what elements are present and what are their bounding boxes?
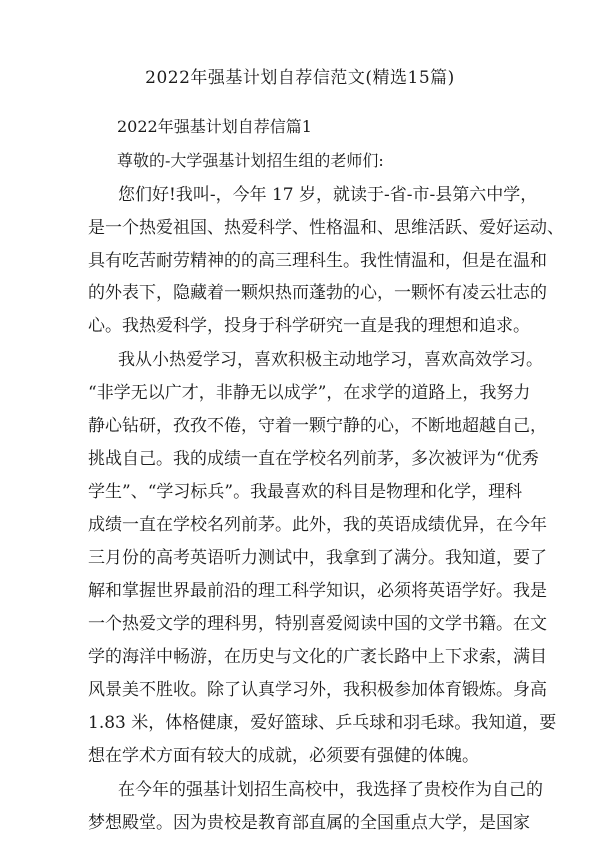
body-line: 梦想殿堂。因为贵校是教育部直属的全国重点大学，是国家 xyxy=(88,813,530,833)
body-line: 在今年的强基计划招生高校中，我选择了贵校作为自己的 xyxy=(118,780,543,800)
body-line: 三月份的高考英语听力测试中，我拿到了满分。我知道，要了 xyxy=(88,548,547,568)
body-line: 一个热爱文学的理科男，特别喜爱阅读中国的文学书籍。在文 xyxy=(88,614,547,634)
body-line: 1.83 米，体格健康，爱好篮球、乒乓球和羽毛球。我知道，要 xyxy=(88,713,557,733)
body-line: 学生”、“学习标兵”。我最喜欢的科目是物理和化学，理科 xyxy=(88,482,523,502)
body-line: 是一个热爱祖国、热爱科学、性格温和、思维活跃、爱好运动、 xyxy=(88,218,564,238)
body-line: 挑战自己。我的成绩一直在学校名列前茅，多次被评为“优秀 xyxy=(88,449,539,469)
body-line: 您们好!我叫-，今年 17 岁，就读于-省-市-县第六中学， xyxy=(118,185,538,205)
body-line: 具有吃苦耐劳精神的的高三理科生。我性情温和，但是在温和 xyxy=(88,251,547,271)
body-line: 的外表下，隐藏着一颗炽热而蓬勃的心，一颗怀有凌云壮志的 xyxy=(88,283,547,303)
salutation: 尊敬的-大学强基计划招生组的老师们: xyxy=(117,151,384,170)
body-line: 风景美不胜收。除了认真学习外，我积极参加体育锻炼。身高 xyxy=(88,680,547,700)
body-line: 静心钻研，孜孜不倦，守着一颗宁静的心，不断地超越自己， xyxy=(88,416,547,436)
document-title: 2022年强基计划自荐信范文(精选15篇) xyxy=(145,68,455,88)
body-line: “非学无以广才，非静无以成学”，在求学的道路上，我努力 xyxy=(88,383,531,403)
body-line: 心。我热爱科学，投身于科学研究一直是我的理想和追求。 xyxy=(88,316,530,336)
body-line: 成绩一直在学校名列前茅。此外，我的英语成绩优异，在今年 xyxy=(88,515,547,535)
body-line: 学的海洋中畅游，在历史与文化的广袤长路中上下求索，满目 xyxy=(88,647,547,667)
body-line: 解和掌握世界最前沿的理工科学知识，必须将英语学好。我是 xyxy=(88,581,547,601)
body-line: 我从小热爱学习，喜欢积极主动地学习，喜欢高效学习。 xyxy=(118,350,543,370)
body-line: 想在学术方面有较大的成就，必须要有强健的体魄。 xyxy=(88,746,479,766)
letter-subtitle: 2022年强基计划自荐信篇1 xyxy=(117,117,312,136)
